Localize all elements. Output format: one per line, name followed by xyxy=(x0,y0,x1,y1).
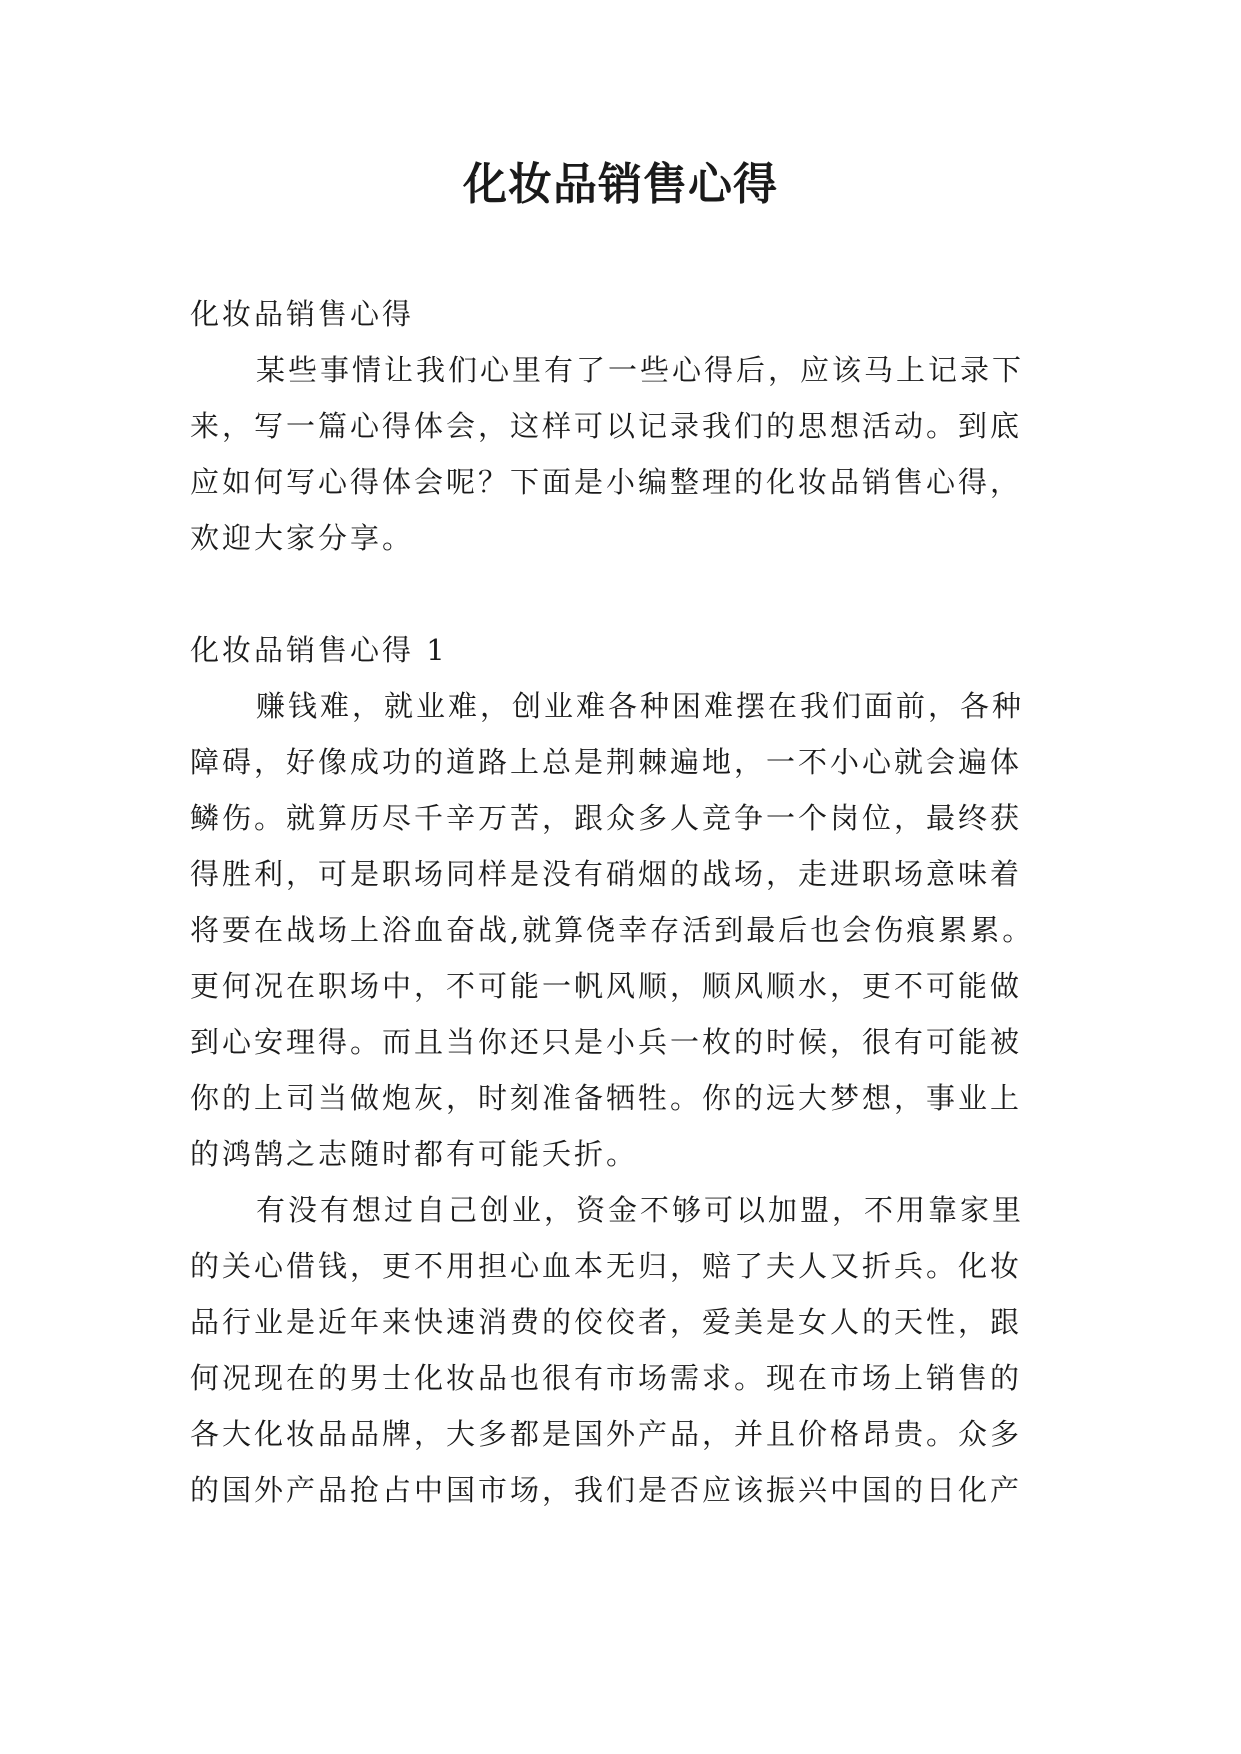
intro-paragraph xyxy=(190,342,1060,566)
page-title: 化妆品销售心得 xyxy=(463,159,778,210)
paragraph-line: 得胜利，可是职场同样是没有硝烟的战场，走进职场意味着 xyxy=(190,857,1023,891)
paragraph-line: 来，写一篇心得体会，这样可以记录我们的思想活动。到底 xyxy=(190,409,1023,443)
paragraph-line: 的鸿鹄之志随时都有可能夭折。 xyxy=(190,1137,639,1171)
paragraph-line: 赚钱难，就业难，创业难各种困难摆在我们面前，各种 xyxy=(256,689,1025,723)
paragraph-line: 你的上司当做炮灰，时刻准备牺牲。你的远大梦想，事业上 xyxy=(190,1081,1023,1115)
section1-paragraph-2 xyxy=(190,1182,1060,1518)
paragraph-line: 品行业是近年来快速消费的佼佼者，爱美是女人的天性，跟 xyxy=(190,1305,1023,1339)
paragraph-line: 有没有想过自己创业，资金不够可以加盟，不用靠家里 xyxy=(256,1193,1025,1227)
intro-heading: 化妆品销售心得 xyxy=(190,297,415,331)
section-heading: 化妆品销售心得 1 xyxy=(190,633,448,667)
section-spacer xyxy=(190,566,1060,622)
paragraph-line: 各大化妆品品牌，大多都是国外产品，并且价格昂贵。众多 xyxy=(190,1417,1023,1451)
paragraph-line: 更何况在职场中，不可能一帆风顺，顺风顺水，更不可能做 xyxy=(190,969,1023,1003)
section1-paragraph-1 xyxy=(190,678,1060,1182)
paragraph-line: 将要在战场上浴血奋战,就算侥幸存活到最后也会伤痕累累。 xyxy=(190,913,1035,947)
paragraph-line: 何况现在的男士化妆品也很有市场需求。现在市场上销售的 xyxy=(190,1361,1023,1395)
paragraph-line: 欢迎大家分享。 xyxy=(190,521,415,555)
paragraph-line: 的国外产品抢占中国市场，我们是否应该振兴中国的日化产 xyxy=(190,1473,1023,1507)
paragraph-line: 应如何写心得体会呢？下面是小编整理的化妆品销售心得， xyxy=(190,465,1023,499)
paragraph-line: 某些事情让我们心里有了一些心得后，应该马上记录下 xyxy=(256,353,1025,387)
paragraph-line: 鳞伤。就算历尽千辛万苦，跟众多人竞争一个岗位，最终获 xyxy=(190,801,1023,835)
paragraph-line: 障碍，好像成功的道路上总是荆棘遍地，一不小心就会遍体 xyxy=(190,745,1023,779)
paragraph-line: 的关心借钱，更不用担心血本无归，赔了夫人又折兵。化妆 xyxy=(190,1249,1023,1283)
paragraph-line: 到心安理得。而且当你还只是小兵一枚的时候，很有可能被 xyxy=(190,1025,1023,1059)
document-body xyxy=(190,286,1060,1518)
